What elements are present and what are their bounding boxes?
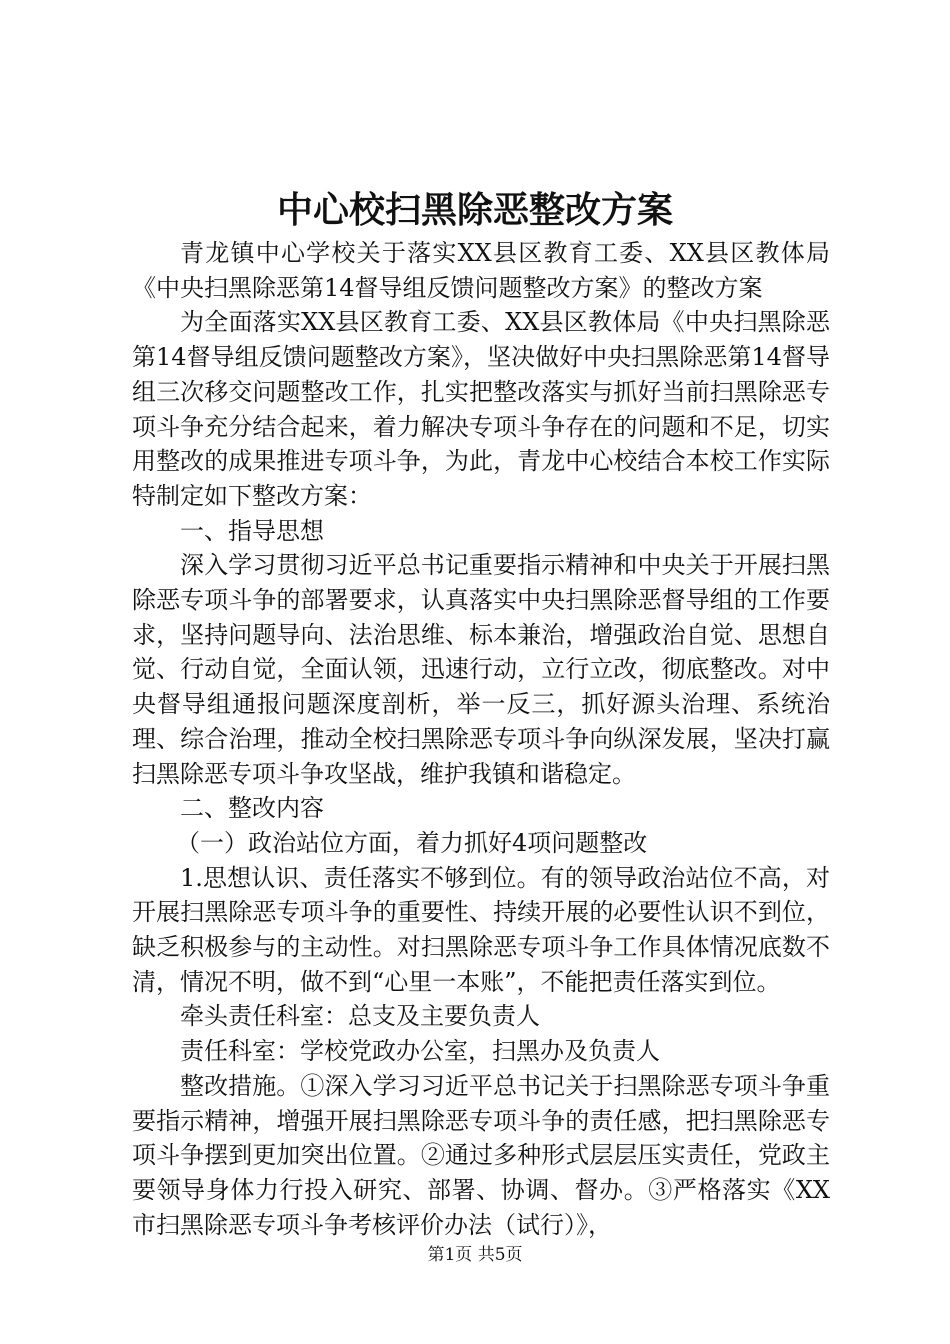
document-body <box>132 236 830 1242</box>
document-title: 中心校扫黑除恶整改方案 <box>276 189 673 231</box>
section-heading-guiding-thought: 一、指导思想 <box>180 516 324 545</box>
issue-1-paragraph: 1.思想认识、责任落实不够到位。有的领导政治站位不高，对开展扫黑除恶专项斗争的重要性、持续开展的必要性认识不到位，缺乏积极参与的主动性。对扫黑除恶专项斗争工作具体情况底数不清，情况不明，做不到“心里一本账”，不能把责任落实到位。 <box>132 863 830 996</box>
lead-department-line: 牵头责任科室：总支及主要负责人 <box>180 1002 540 1031</box>
responsible-department-line: 责任科室：学校党政办公室，扫黑办及负责人 <box>180 1037 660 1066</box>
intro-paragraph: 为全面落实XX县区教育工委、XX县区教体局《中央扫黑除恶第14督导组反馈问题整改方案》，坚决做好中央扫黑除恶第14督导组三次移交问题整改工作，扎实把整改落实与抓好当前扫黑除恶专项斗争充分结合起来，着力解决专项斗争存在的问题和不足，切实用整改的成果推进专项斗争，为此，青龙中心校结合本校工作实际特制定如下整改方案： <box>132 308 830 510</box>
rectification-measures-paragraph: 整改措施。①深入学习习近平总书记关于扫黑除恶专项斗争重要指示精神，增强开展扫黑除恶专项斗争的责任感，把扫黑除恶专项斗争摆到更加突出位置。②通过多种形式层层压实责任，党政主要领导身体力行投入研究、部署、协调、督办。③严格落实《XX市扫黑除恶专项斗争考核评价办法（试行）》， <box>132 1071 830 1239</box>
section-heading-rectification-content: 二、整改内容 <box>180 794 324 823</box>
subtitle-paragraph: 青龙镇中心学校关于落实XX县区教育工委、XX县区教体局《中央扫黑除恶第14督导组反馈问题整改方案》的整改方案 <box>132 239 830 302</box>
page-number-footer: 第1页 共5页 <box>427 1245 523 1265</box>
subsection-heading-political-stance: （一）政治站位方面，着力抓好4项问题整改 <box>176 828 648 857</box>
guiding-thought-paragraph: 深入学习贯彻习近平总书记重要指示精神和中央关于开展扫黑除恶专项斗争的部署要求，认真落实中央扫黑除恶督导组的工作要求，坚持问题导向、法治思维、标本兼治，增强政治自觉、思想自觉、行动自觉，全面认领，迅速行动，立行立改，彻底整改。对中央督导组通报问题深度剖析，举一反三，抓好源头治理、系统治理、综合治理，推动全校扫黑除恶专项斗争向纵深发展，坚决打赢扫黑除恶专项斗争攻坚战，维护我镇和谐稳定。 <box>132 551 830 788</box>
